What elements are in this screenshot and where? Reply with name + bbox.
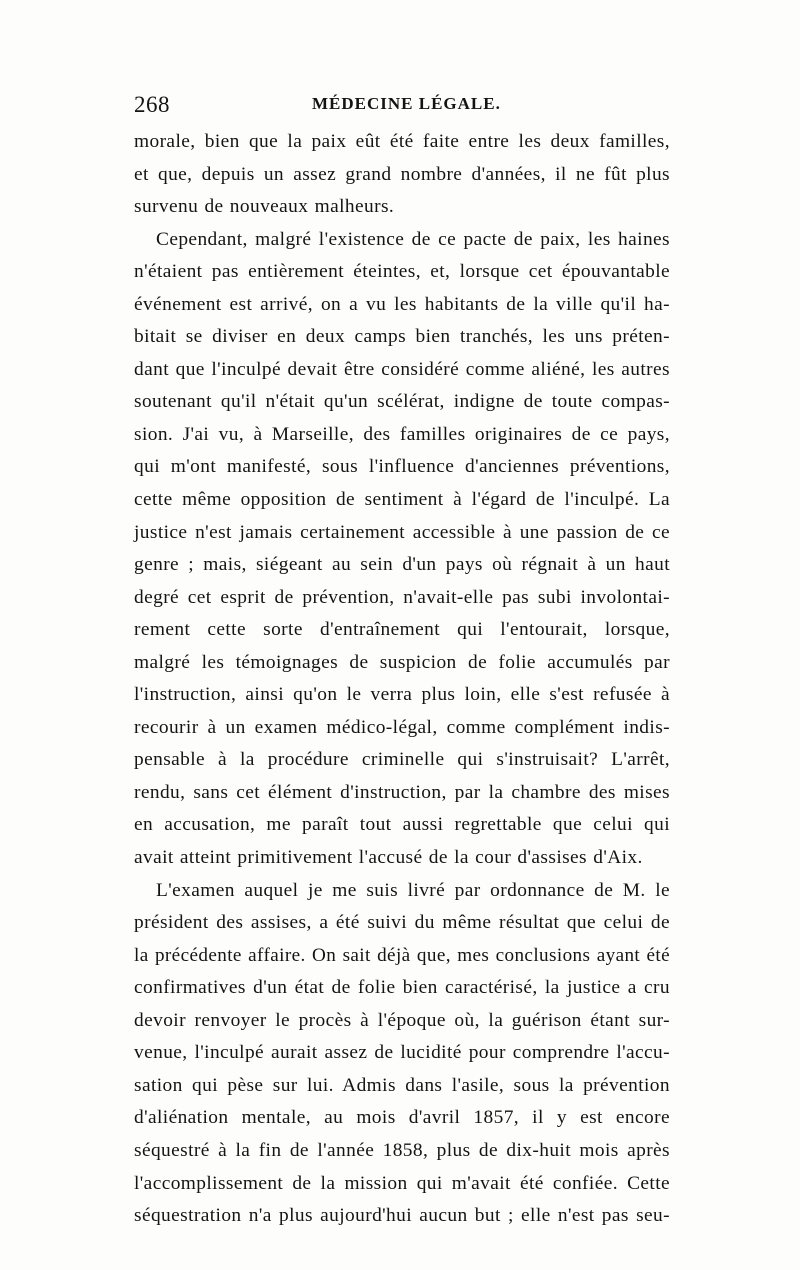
text-line: justice n'est jamais certainement accessible à une passion de ce xyxy=(134,521,670,543)
text-line: l'accomplissement de la mission qui m'avait été confiée. Cette xyxy=(134,1172,670,1194)
text-line: et que, depuis un assez grand nombre d'années, il ne fût plus xyxy=(134,163,670,185)
text-line: qui m'ont manifesté, sous l'influence d'anciennes préventions, xyxy=(134,456,670,478)
text-line: sion. J'ai vu, à Marseille, des familles originaires de ce pays, xyxy=(134,423,670,445)
text-line: soutenant qu'il n'était qu'un scélérat, indigne de toute compas- xyxy=(134,391,670,413)
text-line: survenu de nouveaux malheurs. xyxy=(134,196,395,218)
text-line: cette même opposition de sentiment à l'égard de l'inculpé. La xyxy=(134,489,670,511)
text-line: président des assises, a été suivi du même résultat que celui de xyxy=(134,912,670,934)
page-number: 268 xyxy=(134,92,170,117)
text-line: dant que l'inculpé devait être considéré comme aliéné, les autres xyxy=(134,358,670,380)
text-line: séquestré à la fin de l'année 1858, plus de dix-huit mois après xyxy=(134,1139,670,1161)
text-line: événement est arrivé, on a vu les habitants de la ville qu'il ha- xyxy=(134,293,670,315)
text-line: morale, bien que la paix eût été faite entre les deux familles, xyxy=(134,131,670,152)
page-header xyxy=(134,92,670,120)
text-line: n'étaient pas entièrement éteintes, et, lorsque cet épouvantable xyxy=(134,261,670,283)
text-line: malgré les témoignages de suspicion de folie accumulés par xyxy=(134,651,670,673)
text-line: venue, l'inculpé aurait assez de lucidité pour comprendre l'accu- xyxy=(134,1042,670,1064)
text-line: confirmatives d'un état de folie bien caractérisé, la justice a cru xyxy=(134,977,670,999)
text-line: sation qui pèse sur lui. Admis dans l'asile, sous la prévention xyxy=(134,1074,670,1096)
text-line: en accusation, me paraît tout aussi regrettable que celui qui xyxy=(134,814,670,836)
text-line: d'aliénation mentale, au mois d'avril 1857, il y est encore xyxy=(134,1107,670,1129)
text-line: l'instruction, ainsi qu'on le verra plus loin, elle s'est refusée à xyxy=(134,684,670,706)
text-line: rendu, sans cet élément d'instruction, par la chambre des mises xyxy=(134,781,670,803)
text-line: la précédente affaire. On sait déjà que, mes conclusions ayant été xyxy=(134,944,670,966)
text-line: pensable à la procédure criminelle qui s'instruisait? L'arrêt, xyxy=(134,749,670,771)
text-line: Cependant, malgré l'existence de ce pacte de paix, les haines xyxy=(156,228,670,250)
body-text xyxy=(134,126,670,1233)
text-line: rement cette sorte d'entraînement qui l'entourait, lorsque, xyxy=(134,619,670,641)
running-title: MÉDECINE LÉGALE. xyxy=(312,94,501,113)
text-line: L'examen auquel je me suis livré par ordonnance de M. le xyxy=(156,879,670,901)
text-line: bitait se diviser en deux camps bien tranchés, les uns préten- xyxy=(134,326,670,348)
text-line: genre ; mais, siégeant au sein d'un pays où régnait à un haut xyxy=(134,554,670,576)
text-line: recourir à un examen médico-légal, comme complément indis- xyxy=(134,716,670,738)
text-line: devoir renvoyer le procès à l'époque où, la guérison étant sur- xyxy=(134,1009,670,1031)
text-line: séquestration n'a plus aujourd'hui aucun but ; elle n'est pas seu- xyxy=(134,1205,670,1227)
text-line: degré cet esprit de prévention, n'avait-elle pas subi involontai- xyxy=(134,586,670,608)
text-line: avait atteint primitivement l'accusé de la cour d'assises d'Aix. xyxy=(134,847,643,869)
